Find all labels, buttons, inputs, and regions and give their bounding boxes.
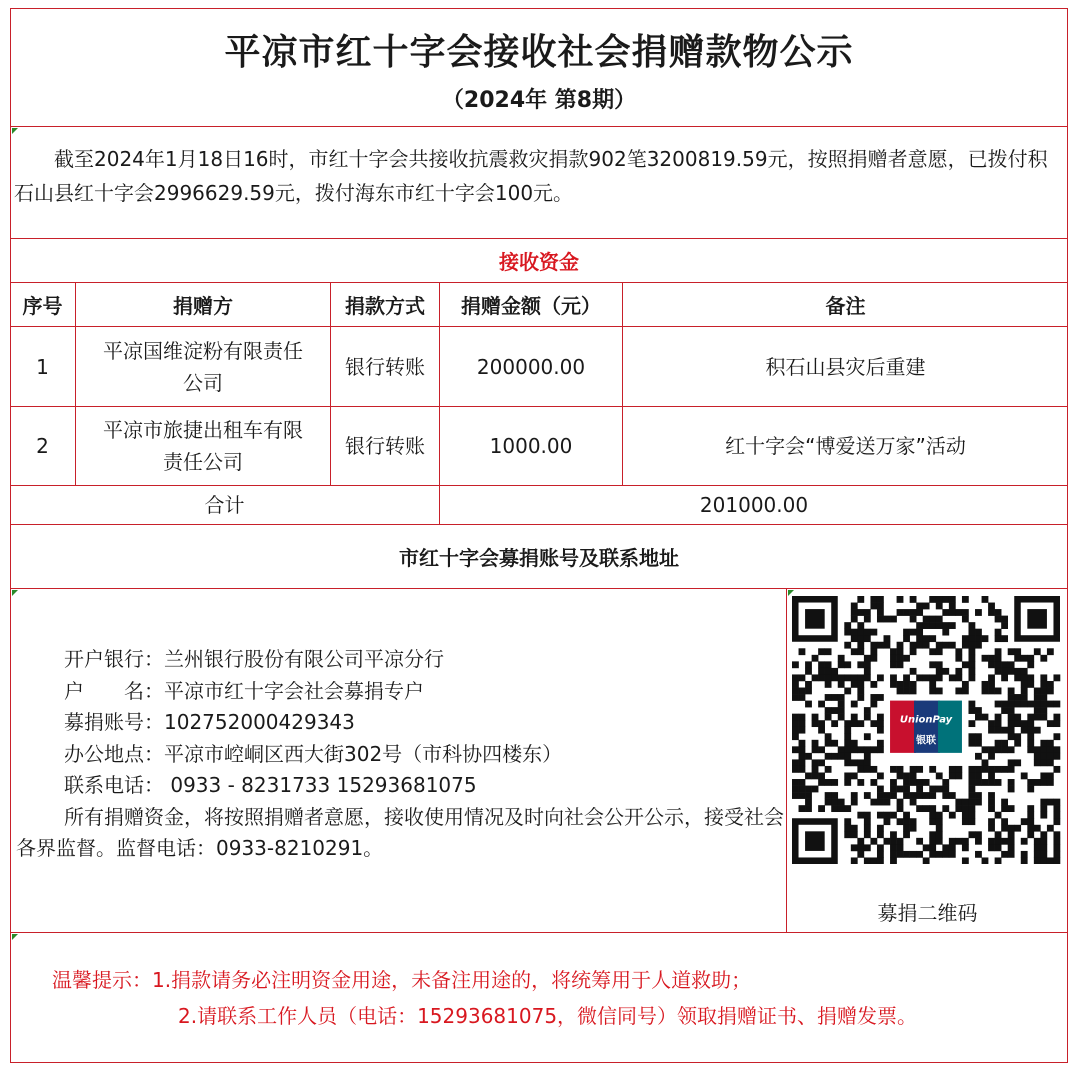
- issue-subtitle: （2024年 第8期）: [441, 87, 637, 113]
- total-label: 合计: [204, 493, 245, 517]
- tip-line-2: 2.请联系工作人员（电话：15293681075，微信同号）领取捐赠证书、捐赠发票。: [178, 1004, 918, 1028]
- table-row-no: 1: [36, 354, 49, 379]
- donor-line: 责任公司: [163, 450, 243, 474]
- contact-section-title: 市红十字会募捐账号及联系地址: [399, 546, 679, 570]
- account-name-line: 户 名：平凉市红十字会社会募捐专户: [64, 678, 424, 703]
- account-number-line: 募捐账号：102752000429343: [64, 710, 355, 734]
- table-row-method: 银行转账: [345, 354, 425, 379]
- phone-line: 联系电话： 0933 - 8231733 15293681075: [64, 773, 477, 797]
- rule: [10, 932, 1068, 933]
- rule: [10, 588, 1068, 589]
- table-row-note: 积石山县灾后重建: [765, 354, 926, 379]
- table-row-donor: [76, 407, 330, 485]
- table-row-note: 红十字会“博爱送万家”活动: [725, 434, 966, 458]
- tip-line-1: 温馨提示：1.捐款请务必注明资金用途，未备注用途的，将统筹用于人道救助；: [52, 968, 752, 992]
- contact-info: [16, 644, 786, 865]
- total-value: 201000.00: [699, 493, 809, 517]
- col-header-method: 捐款方式: [345, 294, 425, 318]
- col-rule: [786, 588, 787, 932]
- page-title: 平凉市红十字会接收社会捐赠款物公示: [224, 31, 854, 73]
- table-row-donor: [76, 327, 330, 406]
- donor-line: 公司: [183, 370, 223, 395]
- table-row-amount: 1000.00: [489, 434, 573, 458]
- supervision-statement: 所有捐赠资金，将按照捐赠者意愿，接收使用情况及时向社会公开公示，接受社会各界监督。监督电话：0933-8210291。: [16, 804, 784, 860]
- warm-tips: [52, 962, 917, 1034]
- table-row-method: 银行转账: [345, 434, 425, 458]
- funds-section-title: 接收资金: [499, 250, 579, 274]
- qr-caption: 募捐二维码: [877, 901, 978, 925]
- intro-paragraph: 截至2024年1月18日16时，市红十字会共接收抗震救灾捐款902笔3200819.59元，按照捐赠者意愿，已拨付积石山县红十字会2996629.59元，拨付海东市红十字会100元。: [14, 147, 1048, 205]
- col-header-donor: 捐赠方: [173, 294, 233, 318]
- table-row-amount: 200000.00: [476, 354, 586, 379]
- bank-line: 开户银行：兰州银行股份有限公司平凉分行: [64, 647, 444, 671]
- rule: [10, 126, 1068, 127]
- corner-mark: [12, 934, 18, 940]
- col-header-note: 备注: [825, 294, 866, 318]
- col-header-amount: 捐赠金额（元）: [461, 294, 601, 318]
- donor-line: 平凉市旅捷出租车有限: [103, 418, 303, 442]
- col-header-no: 序号: [22, 294, 63, 318]
- address-line: 办公地点：平凉市崆峒区西大街302号（市科协四楼东）: [64, 741, 563, 766]
- corner-mark: [12, 128, 18, 134]
- donation-qr-code: [788, 596, 1064, 864]
- unionpay-logo-text: UnionPay: [899, 714, 953, 726]
- table-row-no: 2: [36, 434, 49, 458]
- corner-mark: [12, 590, 18, 596]
- donor-line: 平凉国维淀粉有限责任: [103, 338, 303, 363]
- unionpay-logo-cn: 银联: [916, 735, 936, 747]
